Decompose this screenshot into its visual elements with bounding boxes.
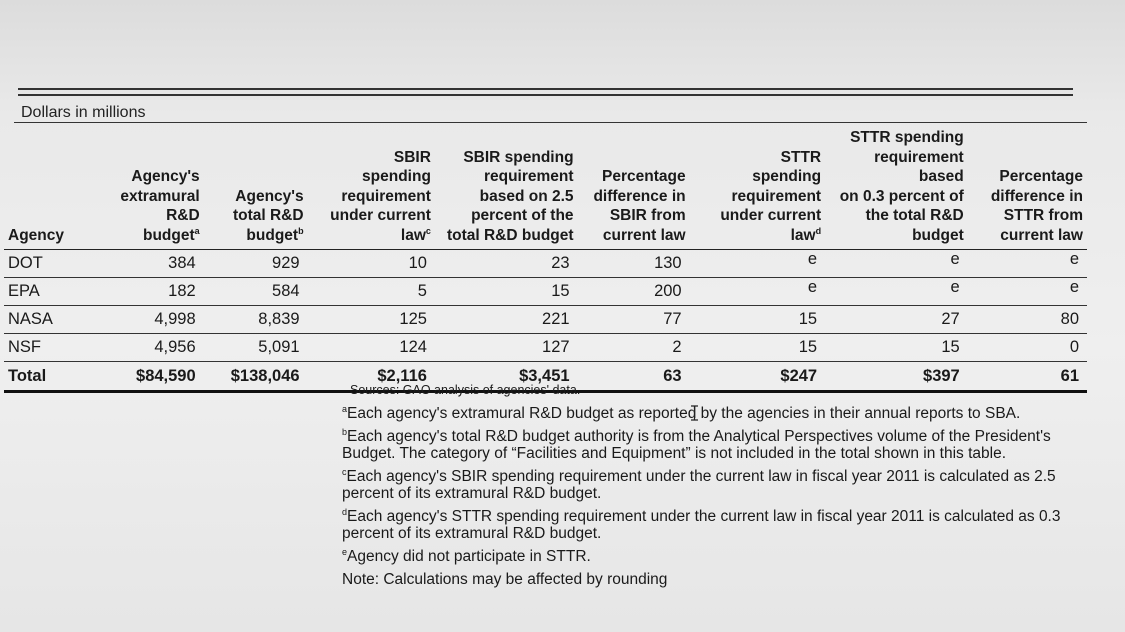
cell-agency: Total [4, 362, 106, 392]
cell-agency: EPA [4, 278, 106, 306]
cell-sttr-03: e [825, 278, 968, 306]
top-rule-3 [14, 122, 1087, 123]
cell-sbir-25: 127 [435, 334, 578, 362]
footnote-d: $^d$Each agency's STTR spending requirement under the current law in fiscal year 2011 is calculated as 0.3 percent of its extramural R&D budget. [342, 506, 1061, 542]
cell-sttr-req: e [690, 278, 826, 306]
cell-sttr-03: 27 [825, 306, 968, 334]
cell-total-rd: 5,091 [204, 334, 308, 362]
cell-extramural: 4,998 [106, 306, 204, 334]
cell-agency: DOT [4, 250, 106, 278]
cell-sbir-pct: 63 [578, 362, 690, 392]
cell-sbir-25: 23 [435, 250, 578, 278]
cell-sbir-25: $3,451 [435, 362, 578, 392]
cell-sbir-25: 15 [435, 278, 578, 306]
header-sbir-pct: Percentage difference in SBIR from current law [593, 168, 686, 244]
cell-sbir-pct: 2 [578, 334, 690, 362]
cell-extramural: $84,590 [106, 362, 204, 392]
footnote-c: $^c$Each agency's SBIR spending requirement under the current law in fiscal year 2011 is calculated as 2.5 percent of its extramural R&D budget. [342, 466, 1056, 502]
header-agency: Agency [8, 226, 64, 244]
cell-total-rd: 929 [204, 250, 308, 278]
cell-agency: NASA [4, 306, 106, 334]
top-rule-2 [18, 94, 1073, 96]
cell-sttr-req: $247 [690, 362, 826, 392]
cell-total-rd: 584 [204, 278, 308, 306]
table-row-nsf [4, 334, 1087, 362]
cell-extramural: 4,956 [106, 334, 204, 362]
cell-sttr-pct: 0 [968, 334, 1087, 362]
text-cursor-icon [690, 405, 699, 421]
cell-sttr-req: 15 [690, 334, 826, 362]
cell-total-rd: 8,839 [204, 306, 308, 334]
cell-sbir-pct: 77 [578, 306, 690, 334]
rounding-note: Note: Calculations may be affected by rounding [342, 571, 668, 588]
cell-sttr-req: e [690, 250, 826, 278]
table-row-nasa [4, 306, 1087, 334]
cell-extramural: 384 [106, 250, 204, 278]
cell-sttr-req: 15 [690, 306, 826, 334]
cell-sttr-pct: e [968, 250, 1087, 278]
table-caption: Dollars in millions [21, 104, 146, 121]
cell-sttr-03: e [825, 250, 968, 278]
cell-sttr-03: 15 [825, 334, 968, 362]
footnote-a: $^a$Each agency's extramural R&D budget as reported by the agencies in their annual reports to SBA. [342, 403, 1021, 422]
cell-sbir-pct: 200 [578, 278, 690, 306]
header-sttr-pct: Percentage difference in STTR from current law [990, 168, 1083, 244]
cell-sttr-pct: 80 [968, 306, 1087, 334]
table-row-epa [4, 278, 1087, 306]
header-sbir-requirement: SBIR spending requirement under current law$^c$ [330, 148, 431, 244]
cell-sbir-req: $2,116 [308, 362, 435, 392]
rd-budget-table [4, 128, 1087, 393]
header-row [4, 128, 1087, 250]
source-note: Sources: GAO analysis of agencies' data. [350, 383, 581, 397]
header-sttr-0-3: STTR spending requirement based on 0.3 percent of the total R&D budget [839, 129, 964, 244]
footnote-e: $^e$Agency did not participate in STTR. [342, 546, 591, 565]
cell-agency: NSF [4, 334, 106, 362]
table-notes [342, 382, 1102, 594]
table-row-dot [4, 250, 1087, 278]
cell-extramural: 182 [106, 278, 204, 306]
header-total-rd: Agency's total R&D budget$^b$ [232, 187, 304, 244]
cell-sbir-req: 5 [308, 278, 435, 306]
cell-sbir-req: 10 [308, 250, 435, 278]
top-rule-1 [18, 88, 1073, 90]
header-sbir-2-5: SBIR spending requirement based on 2.5 percent of the total R&D budget [446, 148, 574, 244]
cell-total-rd: $138,046 [204, 362, 308, 392]
cell-sbir-req: 125 [308, 306, 435, 334]
cell-sbir-pct: 130 [578, 250, 690, 278]
footnote-b: $^b$Each agency's total R&D budget authority is from the Analytical Perspectives volume of the President's Budget. The category of “Facilities and Equipment” is not included in the total shown in this table. [342, 426, 1051, 462]
cell-sttr-03: $397 [825, 362, 968, 392]
header-sttr-requirement: STTR spending requirement under current law$^d$ [720, 148, 822, 244]
cell-sbir-25: 221 [435, 306, 578, 334]
cell-sttr-pct: 61 [968, 362, 1087, 392]
cell-sbir-req: 124 [308, 334, 435, 362]
cell-sttr-pct: e [968, 278, 1087, 306]
header-extramural: Agency's extramural R&D budget$^a$ [120, 168, 200, 244]
